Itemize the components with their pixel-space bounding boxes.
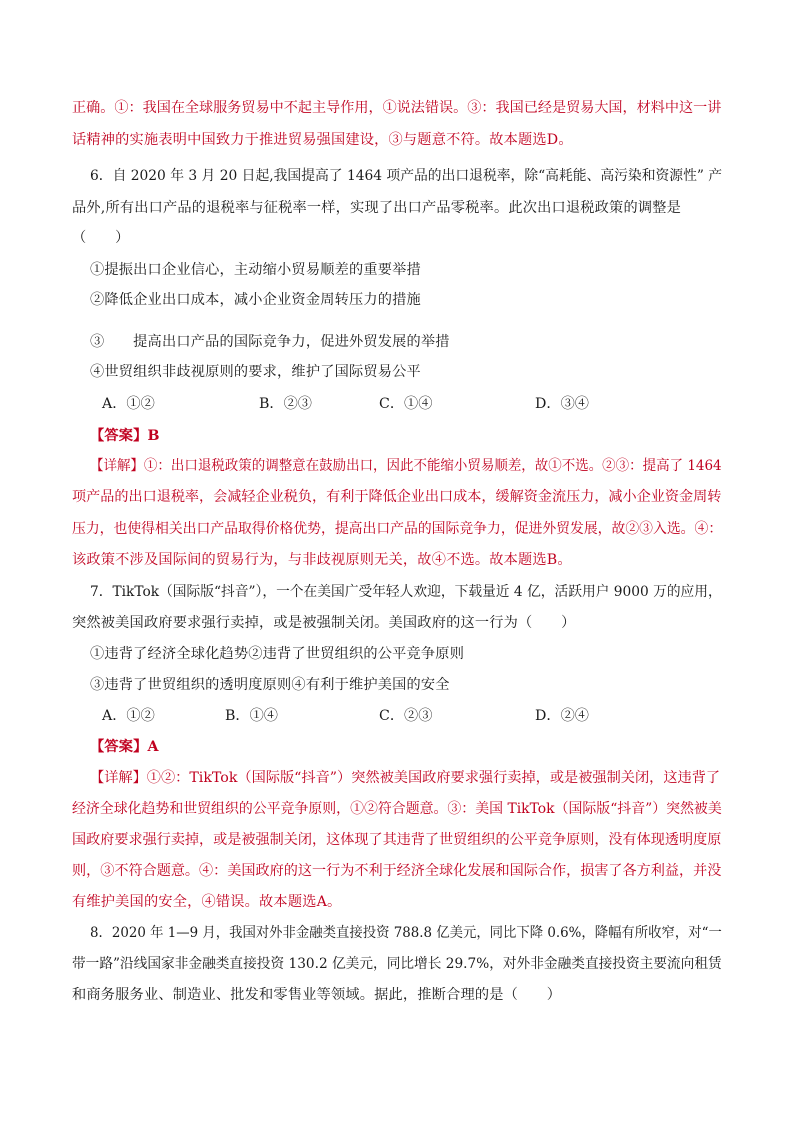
q7-item-1: ①违背了经济全球化趋势②违背了世贸组织的公平竞争原则 (90, 646, 465, 662)
q7-option-c: C．②③ (379, 708, 433, 724)
q7-item-2: ③违背了世贸组织的透明度原则④有利于维护美国的安全 (90, 677, 450, 693)
q7-detail-line-5: 有维护美国的安全，④错误。故本题选A。 (72, 894, 342, 910)
q7-answer: 【答案】A (90, 739, 159, 755)
q6-detail-line-2: 项产品的出口退税率，会减轻企业税负，有利于降低企业出口成本，缓解资金流压力，减小企业资金周转 (72, 489, 722, 505)
q6-item-1: ①提振出口企业信心，主动缩小贸易顺差的重要举措 (90, 262, 421, 278)
q6-option-d: D．③④ (535, 396, 589, 412)
q6-item-4: ④世贸组织非歧视原则的要求，维护了国际贸易公平 (90, 364, 421, 380)
q7-stem-line-1: 7．TikTok（国际版“抖音”），一个在美国广受年轻人欢迎，下载量近 4 亿，活跃用户 9000 万的应用， (90, 584, 722, 600)
q7-option-a: A．①② (102, 708, 155, 724)
q7-option-d: D．②④ (535, 708, 589, 724)
q8-stem-line-1: 8．2020 年 1—9 月，我国对外非金融类直接投资 788.8 亿美元，同比下降 0.6%，降幅有所收窄，对“一 (90, 925, 722, 941)
q7-detail-line-1: 【详解】①②：TikTok（国际版“抖音”）突然被美国政府要求强行卖掉，或是被强制关闭，这违背了 (90, 770, 721, 786)
q6-option-a: A．①② (102, 396, 155, 412)
q6-stem-line-3: （ ） (72, 230, 130, 246)
q6-option-c: C．①④ (379, 396, 433, 412)
q6-stem-line-2: 品外,所有出口产品的退税率与征税率一样，实现了出口产品零税率。此次出口退税政策的调整是 (72, 200, 681, 216)
q7-detail-line-4: 则，③不符合题意。④：美国政府的这一行为不利于经济全球化发展和国际合作，损害了各方利益，并没 (72, 863, 722, 879)
q8-stem-line-3: 和商务服务业、制造业、批发和零售业等领域。据此，推断合理的是（ ） (72, 987, 562, 1003)
intro-line-2: 话精神的实施表明中国致力于推进贸易强国建设，③与题意不符。故本题选D。 (72, 132, 573, 148)
q6-item-2: ②降低企业出口成本，减小企业资金周转压力的措施 (90, 292, 421, 308)
q7-detail-line-2: 经济全球化趋势和世贸组织的公平竞争原则，①②符合题意。③：美国 TikTok（国际版“抖音”）突然被美 (72, 801, 722, 817)
q6-option-b: B．②③ (259, 396, 312, 412)
q8-stem-line-2: 带一路”沿线国家非金融类直接投资 130.2 亿美元，同比增长 29.7%，对外非金融类直接投资主要流向租赁 (72, 956, 722, 972)
q7-option-b: B．①④ (225, 708, 278, 724)
q6-answer: 【答案】B (90, 428, 160, 444)
q6-item-3: ③ 提高出口产品的国际竞争力，促进外贸发展的举措 (90, 334, 450, 350)
q7-detail-line-3: 国政府要求强行卖掉，或是被强制关闭，这体现了其违背了世贸组织的公平竞争原则，没有体现透明度原 (72, 832, 722, 848)
q7-stem-line-2: 突然被美国政府要求强行卖掉，或是被强制关闭。美国政府的这一行为（ ） (72, 615, 576, 631)
intro-line-1: 正确。①：我国在全球服务贸易中不起主导作用，①说法错误。③：我国已经是贸易大国，材料中这一讲 (72, 100, 722, 116)
q6-detail-line-1: 【详解】①：出口退税政策的调整意在鼓励出口，因此不能缩小贸易顺差，故①不选。②③：提高了 1464 (90, 458, 722, 474)
q6-detail-line-4: 该政策不涉及国际间的贸易行为，与非歧视原则无关，故④不选。故本题选B。 (72, 552, 572, 568)
q6-stem-line-1: 6．自 2020 年 3 月 20 日起,我国提高了 1464 项产品的出口退税率，除“高耗能、高污染和资源性” 产 (90, 168, 723, 184)
q6-detail-line-3: 压力，也使得相关出口产品取得价格优势，提高出口产品的国际竞争力，促进外贸发展，故②③入选。④： (72, 521, 723, 537)
